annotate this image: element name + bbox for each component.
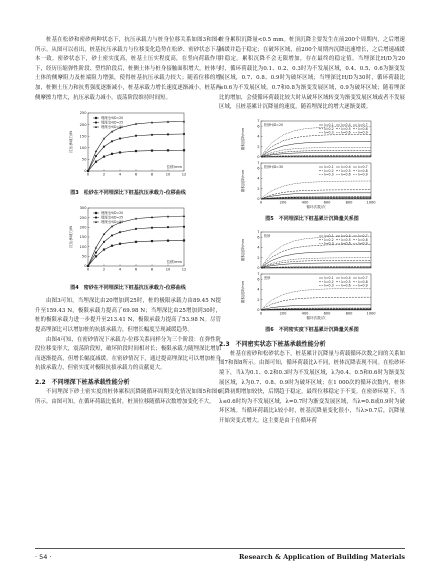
y-tick-label: 0 — [257, 307, 260, 312]
x-axis-label: 位移/mm — [166, 260, 182, 265]
data-point — [103, 156, 105, 158]
legend-label: 埋深比H/D=20 — [101, 211, 124, 216]
data-point — [95, 252, 97, 254]
figure-3-caption: 图3 松砂在不同埋深比下桩基抗压承载力-位移曲线 — [70, 190, 186, 197]
y-tick-label: 50 — [81, 254, 87, 259]
legend-label: λ=0.3 — [324, 283, 334, 288]
y-tick-label: 0 — [257, 154, 260, 159]
paragraph: 不同埋深下砂土密实度的桩体累积沉降随循环周期变化情况如图5和图6所示。由图可知，在循环荷载比低时，桩顶位移随循环次数增加变化不大， — [35, 388, 221, 405]
legend-label: λ=0.8 — [358, 126, 368, 131]
data-point — [119, 138, 121, 140]
series-line — [261, 134, 371, 157]
legend-label: λ=0.2 — [324, 237, 334, 242]
legend-label: λ=0.6 — [341, 172, 351, 177]
data-point — [103, 146, 105, 148]
figure-6-caption: 图6 不同密实度下桩基累计沉降量关系图 — [265, 326, 359, 333]
legend-label: λ=0.6 — [341, 283, 351, 288]
legend-label: λ=0.7 — [358, 122, 368, 127]
x-tick-label: 8 — [150, 267, 154, 272]
data-point — [135, 241, 137, 243]
y-tick-label: 0 — [84, 264, 87, 269]
legend-label: λ=0.6 — [341, 130, 351, 135]
x-tick-label: 200 — [279, 311, 287, 316]
y-tick-label: 2 — [257, 144, 260, 149]
data-point — [167, 240, 169, 242]
y-tick-label: 2 — [257, 255, 260, 260]
paragraph: 由图4可知，在密砂情况下承载力-位移关系同样分为三个阶段：在弹性阶段位移变形大，震荡阶段短，破坏阶段时间相对长；极限承载力随埋深比增加而逐渐提高，但增长幅度减缓。在密砂情况下，通过提高埋深比可以增加桩身抗拔承载力，但密实度对极限抗拔承载力的贡献更大。 — [35, 336, 221, 372]
x-tick-label: 10 — [165, 172, 171, 177]
y-tick-label: 2 — [257, 297, 260, 302]
x-tick-label: 400 — [301, 200, 309, 205]
x-tick-label: 10 — [165, 267, 171, 272]
data-point — [95, 122, 97, 124]
x-tick-label: 800 — [345, 311, 353, 316]
y-tick-label: 250 — [79, 111, 87, 116]
data-point — [95, 161, 97, 163]
paragraph: 桩基在松砂和密砂两种状态下，抗压承载力与桩身位移关系如图3和图4所示。从图可以看出，桩基抗压承载力与位移变化趋势在松砂、密砂状态下基本一致。密砂状态下，砂土密实度高，桩基土压实程度高，在竖向荷载作用下，经历压缩弹性阶段、塑性阶段后，桩侧土体与桩身接触面积增大，桩体与土体的侧摩阻力及桩端阻力增强，使得桩基抗压承载力较大；随着位移的增加，桩侧土压力和抗剪强度逐渐减小，桩基承载力增长速度逐渐减小，桩基两侧摩擦力增大，抗压承载力减小，震荡阶段维持时间短。 — [35, 37, 221, 101]
legend-label: λ=0.3 — [324, 241, 334, 246]
data-point — [135, 135, 137, 137]
y-tick-label: 7 — [257, 160, 260, 165]
legend-label: λ=0.1 — [324, 122, 334, 127]
figure-5-caption: 图5 不同埋深比下桩基累计沉降量关系图 — [265, 215, 359, 222]
data-point — [119, 151, 121, 153]
legend-label: λ=0.9 — [358, 130, 368, 135]
y-tick-label: 4 — [257, 176, 260, 181]
y-tick-label: 150 — [79, 235, 87, 240]
y-tick-label: 7 — [257, 118, 260, 123]
data-point — [95, 155, 97, 157]
legend-label: λ=0.1 — [324, 275, 334, 280]
legend-label: 埋深比H/D=25 — [101, 120, 124, 125]
x-tick-label: 4 — [118, 267, 122, 272]
legend-label: 埋深比H/D=25 — [101, 215, 124, 220]
footer-rule — [35, 548, 405, 549]
figure-6 — [237, 228, 387, 324]
y-axis-label: 累积沉降/mm — [241, 238, 245, 262]
x-tick-label: 6 — [134, 172, 138, 177]
legend-label: λ=0.4 — [341, 275, 351, 280]
x-tick-label: 0 — [259, 311, 263, 316]
legend-label: λ=0.2 — [324, 279, 334, 284]
panel-label: 松砂H/D=20 — [264, 122, 284, 127]
y-tick-label: 150 — [79, 134, 87, 139]
legend-label: λ=0.1 — [324, 233, 334, 238]
legend-label: λ=0.8 — [358, 168, 368, 173]
data-point — [95, 212, 97, 214]
data-point — [183, 133, 185, 135]
section-heading: 2.2 不同埋深下桩基承载性能分析 — [35, 378, 130, 386]
plot-frame — [261, 274, 371, 310]
data-point — [95, 255, 97, 257]
x-tick-label: 600 — [323, 200, 331, 205]
legend-label: λ=0.5 — [341, 126, 351, 131]
legend-label: λ=0.8 — [358, 237, 368, 242]
figure-4-chart — [66, 202, 190, 282]
data-point — [151, 134, 153, 136]
x-tick-label: 800 — [345, 200, 353, 205]
x-tick-label: 1000 — [366, 200, 376, 205]
x-tick-label: 12 — [181, 172, 187, 177]
figure-5-chart — [237, 117, 387, 213]
x-tick-label: 2 — [102, 267, 106, 272]
legend-label: λ=0.7 — [358, 233, 368, 238]
legend-label: λ=0.4 — [341, 122, 351, 127]
data-point — [111, 140, 113, 142]
legend-label: λ=0.9 — [358, 172, 368, 177]
x-tick-label: 400 — [301, 311, 309, 316]
x-tick-label: 600 — [323, 311, 331, 316]
x-tick-label: 0 — [259, 200, 263, 205]
y-tick-label: 2 — [257, 186, 260, 191]
data-point — [167, 226, 169, 228]
y-tick-label: 100 — [79, 146, 87, 151]
data-point — [103, 249, 105, 251]
data-point — [103, 241, 105, 243]
y-tick-label: 50 — [81, 157, 87, 162]
x-axis-label: 循环次数/次 — [306, 204, 326, 209]
data-point — [95, 117, 97, 119]
x-tick-label: 0 — [86, 267, 90, 272]
y-tick-label: 4 — [257, 134, 260, 139]
plot-frame — [261, 232, 371, 268]
y-tick-label: 6 — [257, 166, 260, 171]
data-point — [151, 227, 153, 229]
x-tick-label: 2 — [102, 172, 106, 177]
journal-name: Research & Application of Building Materials — [239, 553, 405, 561]
panel-label: 密砂 — [264, 275, 271, 280]
legend-label: λ=0.1 — [324, 164, 334, 169]
legend-label: λ=0.4 — [341, 233, 351, 238]
y-tick-label: 0 — [257, 265, 260, 270]
x-tick-label: 6 — [134, 267, 138, 272]
figure-3-chart — [66, 107, 190, 187]
data-point — [135, 228, 137, 230]
paragraph: 桩身累积沉降量<0.5 mm。桩顶沉降主要发生在前200个周期内，之后增速减缓并趋于稳定；在破坏区域，前200个周期内沉降迅速增长，之后增速减缓并稳定。累积沉降不会无限增加，存在最终的稳定值。当埋深比H/D为20时，循环荷载比为0.1、0.2、0.3时为不发展区域，0.4、0.5、0.6为渐变发展区域，0.7、0.8、0.9时为破坏区域；当埋深比H/D为30时，循环荷载比≤0.6为不发展区域，0.7和0.8为渐变发展区域，0.9为破坏区域；随着埋深比的增加，会使循环荷载比较大时从破坏区域转变为渐变发展区域或者不发展区域，且桩基累计沉降量的速度，随着埋深比的增大逐渐变缓。 — [219, 37, 405, 111]
data-point — [135, 150, 137, 152]
x-tick-label: 8 — [150, 172, 154, 177]
x-tick-label: 12 — [181, 267, 187, 272]
figure-4-caption: 图4 密砂在不同埋深比下桩基抗压承载力-位移曲线 — [70, 285, 186, 292]
data-point — [111, 153, 113, 155]
data-point — [119, 231, 121, 233]
legend-label: 埋深比H/D=20 — [101, 116, 124, 121]
legend-label: λ=0.3 — [324, 130, 334, 135]
y-axis-label: 累积沉降/mm — [241, 169, 245, 193]
page-number: · 54 · — [35, 553, 52, 561]
x-tick-label: 1000 — [366, 311, 376, 316]
figure-4 — [66, 202, 190, 282]
y-tick-label: 6 — [257, 124, 260, 129]
legend-label: λ=0.5 — [341, 168, 351, 173]
data-point — [95, 217, 97, 219]
series-line — [261, 244, 371, 268]
y-tick-label: 0 — [257, 196, 260, 201]
legend-label: λ=0.8 — [358, 279, 368, 284]
y-tick-label: 6 — [257, 277, 260, 282]
legend-label: λ=0.7 — [358, 164, 368, 169]
x-axis-label: 位移/mm — [166, 165, 182, 170]
figure-6-chart — [237, 228, 387, 324]
y-tick-label: 200 — [79, 122, 87, 127]
left-column — [35, 36, 221, 407]
data-point — [151, 240, 153, 242]
y-axis-label: 累积沉降/mm — [241, 280, 245, 304]
legend-label: λ=0.5 — [341, 237, 351, 242]
data-point — [183, 149, 185, 151]
figure-5 — [237, 117, 387, 213]
data-point — [183, 240, 185, 242]
legend-label: λ=0.3 — [324, 172, 334, 177]
paragraph: 由图3可知，当埋深比由20增加到25时，桩的极限承载力由89.45 N提升至159.43 N，极限承载力提高了69.98 N；当埋深比由25增加到30时，桩的极限承载力进一步提升至213.41 N，极限承载力提高了53.98 N。尽管提高埋深比可以增加桩的抗拔承载力，但增长幅度呈现减缓趋势。 — [35, 298, 221, 333]
data-point — [151, 150, 153, 152]
y-tick-label: 6 — [257, 235, 260, 240]
paragraph: 桩基在密砂和松砂状态下，桩基累计沉降量与荷载循环次数之间的关系如图7和图8所示。由图可知，循环荷载比λ不同，桩体沉降表现不同。在松砂环境下，当λ为0.1、0.2和0.3时为不发展区域，λ为0.4、0.5和0.6时为渐变发展区域，λ为0.7、0.8、0.9时为破坏区域；在1 000次的循环次数内，桩体沉降初期增加较快，后期趋于稳定，最终位移稳定于不变。在密砂环境下，当λ≤0.6时均为不发展区域，λ=0.7时为渐变发展区域，当λ=0.8或0.9时为破坏区域。当循环荷载比λ较小时，桩基沉降量变化很小，当λ>0.7后，沉降量开始突变式增大。这主要是由于在循环荷 — [219, 350, 405, 424]
figure-3 — [66, 107, 190, 187]
y-tick-label: 7 — [257, 229, 260, 234]
legend-label: 埋深比H/D=30 — [101, 220, 124, 225]
legend-label: λ=0.9 — [358, 283, 368, 288]
y-tick-label: 4 — [257, 245, 260, 250]
data-point — [111, 245, 113, 247]
legend-label: λ=0.7 — [358, 275, 368, 280]
x-tick-label: 200 — [279, 200, 287, 205]
panel-label: 松砂H/D=30 — [264, 164, 284, 169]
legend-label: λ=0.6 — [341, 241, 351, 246]
legend-label: λ=0.9 — [358, 241, 368, 246]
legend-label: 埋深比H/D=30 — [101, 125, 124, 130]
data-point — [119, 243, 121, 245]
x-tick-label: 0 — [86, 172, 90, 177]
y-axis-label: 抗压承载力/N — [69, 131, 73, 154]
data-point — [183, 226, 185, 228]
y-axis-label: 抗压承载力/N — [69, 226, 73, 249]
data-point — [167, 133, 169, 135]
y-tick-label: 200 — [79, 225, 87, 230]
y-tick-label: 4 — [257, 287, 260, 292]
y-tick-label: 7 — [257, 271, 260, 276]
panel-label: 松砂 — [264, 233, 271, 238]
legend-label: λ=0.4 — [341, 164, 351, 169]
y-tick-label: 300 — [79, 206, 87, 211]
legend-label: λ=0.2 — [324, 126, 334, 131]
x-axis-label: 循环次数/次 — [306, 315, 326, 320]
legend-label: λ=0.2 — [324, 168, 334, 173]
y-axis-label: 累积沉降/mm — [241, 127, 245, 151]
section-heading: 2.3 不同密实状态下桩基承载性能分析 — [219, 340, 326, 348]
legend-label: λ=0.5 — [341, 279, 351, 284]
data-point — [167, 149, 169, 151]
data-point — [111, 235, 113, 237]
y-tick-label: 100 — [79, 245, 87, 250]
y-tick-label: 250 — [79, 216, 87, 221]
x-tick-label: 4 — [118, 172, 122, 177]
right-column — [219, 36, 405, 427]
y-tick-label: 0 — [84, 169, 87, 174]
